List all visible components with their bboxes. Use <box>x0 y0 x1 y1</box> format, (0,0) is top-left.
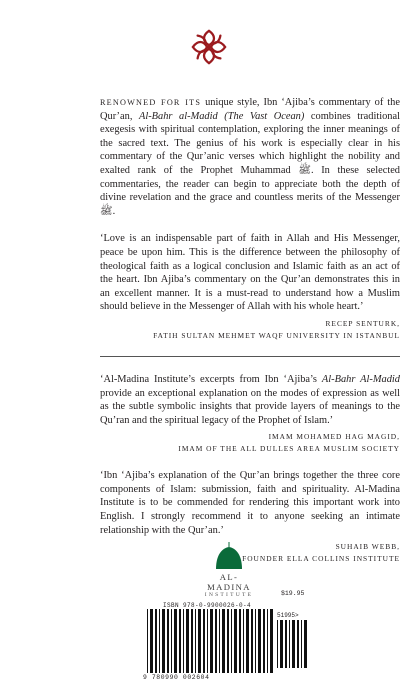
ornament-emblem-icon <box>190 28 228 66</box>
publisher-name: AL-MADINA <box>207 572 251 592</box>
publisher-logo <box>199 541 259 598</box>
barcode-block <box>141 591 313 683</box>
publisher-subtitle: INSTITUTE <box>204 592 254 598</box>
endorsement-attribution: RECEP SENTURK, FATIH SULTAN MEHMET WAQF UNIVERSITY IN ISTANBUL <box>153 318 400 340</box>
divider <box>100 356 400 357</box>
endorsement-quote: ‘Al-Madina Institute’s excerpts from Ibn ‘Ajiba’s Al-Bahr Al-Madid provide an exceptional explanation on the modes of expression as well as the subtle symbolic insights that provide layers of meanings to the Qu’ran and the spiritual legacy of the Prophet of Islam.’ <box>100 373 400 426</box>
back-cover-text <box>100 96 400 579</box>
endorsement-quote: ‘Love is an indispensable part of faith in Allah and His Messenger, peace be upon him. This is the difference between the philosophy of theological faith as a logical conclusion and Islamic faith as an act of the heart. Ibn Ajiba’s commentary on the Qur’an demonstrates this in an excellent manner. It is a must-read to understand how a Muslim should believe in the Messenger of Allah with his whole heart.’ <box>100 233 400 313</box>
barcode-addon <box>277 620 311 668</box>
intro-lead: RENOWNED FOR ITS <box>100 98 202 107</box>
endorsement-1 <box>100 232 400 342</box>
endorsement-attribution: IMAM MOHAMED HAG MAGID, IMAM OF THE ALL DULLES AREA MUSLIM SOCIETY <box>178 432 400 454</box>
endorsement-attribution: SUHAIB WEBB, FOUNDER ELLA COLLINS INSTITUTE <box>242 542 400 564</box>
isbn-text: ISBN 978-0-9900026-0-4 <box>163 602 252 609</box>
price: $19.95 <box>281 590 305 597</box>
dome-icon <box>214 541 244 571</box>
book-title: Al-Bahr al-Madid <box>138 110 218 122</box>
intro-paragraph: RENOWNED FOR ITS unique style, Ibn ‘Ajiba’s commentary of the Qur’an, Al-Bahr al-Madid (The Vast Ocean) combines traditional exegesis with spiritual contemplation, exploring the inner meanings of the sacred text. The genius of his work is especially clear in his commentary of the Qur’anic verses which highlight the nobility and exalted rank of the Prophet Muhammad ﷺ. In these selected commentaries, the reader can begin to appreciate both the depth of divine revelation and the grace and countless merits of the Messenger ﷺ. <box>100 97 401 217</box>
endorsement-quote: ‘Ibn ‘Ajiba’s explanation of the Qur’an brings together the three core components of Islam: submission, faith and spirituality. Al-Madina Institute is to be commended for rendering this important work into English. I strongly recommend it to anyone seeking an intimate relationship with the Qur’an.’ <box>100 470 400 536</box>
price-addon-code: 51995> <box>277 612 299 619</box>
barcode-main <box>147 609 273 673</box>
barcode-digits: 9 780990 002604 <box>143 674 210 681</box>
endorsement-2 <box>100 373 400 455</box>
